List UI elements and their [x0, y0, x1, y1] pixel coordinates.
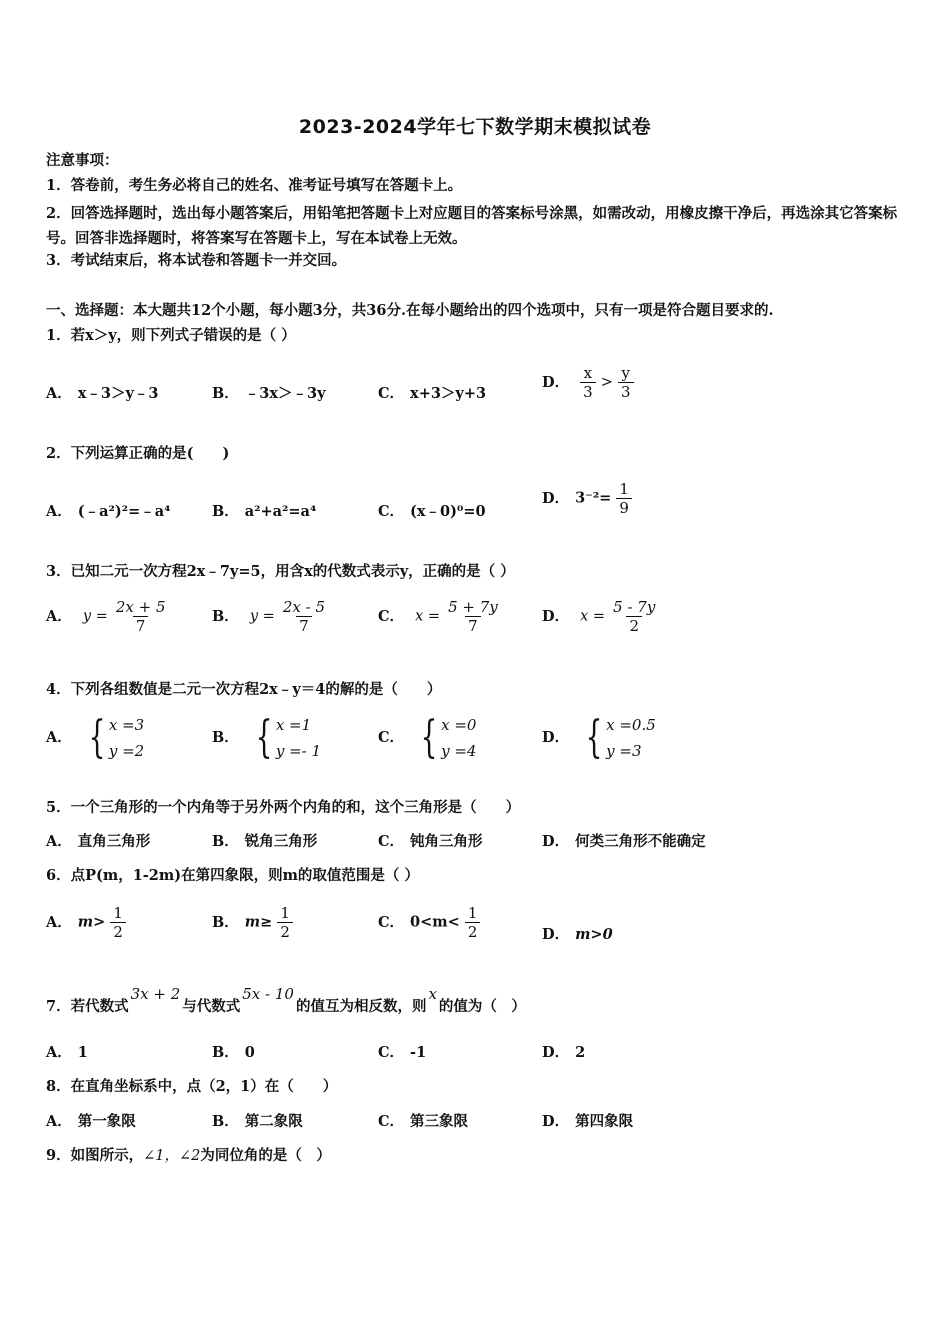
fraction: $\frac{2x + 5}{7}$ [115, 598, 166, 635]
q6-option-c[interactable]: C． 0<m< $\frac{1}{2}$ [378, 904, 480, 941]
notice-item-2: 2．回答选择题时，选出每小题答案后，用铅笔把答题卡上对应题目的答案标号涂黑，如需改动，用橡皮擦干净后，再选涂其它答案标号。回答非选择题时，将答案写在答题卡上，写在本试卷上无效。 [46, 205, 898, 247]
q2-option-a[interactable]: A． (﹣a²)²=﹣a⁴ [46, 503, 171, 520]
question-8-stem: 8．在直角坐标系中，点（2，1）在（ ） [46, 1078, 338, 1095]
fraction: $\frac{1}{9}$ [616, 480, 632, 517]
question-2-stem: 2．下列运算正确的是( ) [46, 445, 230, 462]
question-6-stem: 6．点P(m，1-2m)在第四象限，则m的取值范围是（ ） [46, 867, 419, 884]
equation-system: { x =3 y =2 [88, 712, 145, 763]
q1-option-a[interactable]: A． x﹣3＞y﹣3 [46, 385, 159, 402]
q7-option-b[interactable]: B． 0 [212, 1044, 255, 1061]
q8-option-d[interactable]: D． 第四象限 [542, 1113, 634, 1130]
fraction: $\frac{2x - 5}{7}$ [282, 598, 325, 635]
fraction: $\frac{1}{2}$ [110, 904, 126, 941]
question-4-stem: 4．下列各组数值是二元一次方程2x﹣y＝4的解的是（ ） [46, 681, 442, 698]
q5-option-c[interactable]: C． 钝角三角形 [378, 833, 483, 850]
q3-option-d[interactable]: D． x = $\frac{5 - 7y}{2}$ [542, 598, 658, 635]
expression-2: 5x - 10 [242, 985, 294, 1003]
question-3-stem: 3．已知二元一次方程2x﹣7y=5，用含x的代数式表示y，正确的是（ ） [46, 563, 515, 580]
q7-option-d[interactable]: D． 2 [542, 1044, 586, 1061]
section-heading: 一、选择题：本大题共12个小题，每小题3分，共36分.在每小题给出的四个选项中，只有一项是符合题目要求的. [46, 302, 774, 319]
q4-option-d[interactable]: D． { x =0.5 y =3 [542, 712, 656, 763]
q6-option-b[interactable]: B． m≥ $\frac{1}{2}$ [212, 904, 293, 941]
fraction: $\frac{1}{2}$ [465, 904, 481, 941]
page-title: 2023-2024学年七下数学期末模拟试卷 [298, 116, 652, 138]
q3-option-b[interactable]: B． y = $\frac{2x - 5}{7}$ [212, 598, 328, 635]
q8-option-a[interactable]: A． 第一象限 [46, 1113, 136, 1130]
q2-option-b[interactable]: B． a²+a²=a⁴ [212, 503, 317, 520]
q6-option-a[interactable]: A． m> $\frac{1}{2}$ [46, 904, 126, 941]
q1-option-b[interactable]: B． ﹣3x＞﹣3y [212, 385, 326, 402]
expression-1: 3x + 2 [130, 985, 181, 1003]
q8-option-c[interactable]: C． 第三象限 [378, 1113, 469, 1130]
angle-labels: ∠1，∠2 [143, 1148, 201, 1164]
q8-option-b[interactable]: B． 第二象限 [212, 1113, 303, 1130]
q4-option-a[interactable]: A． { x =3 y =2 [46, 712, 145, 763]
question-9-stem: 9．如图所示，∠1，∠2为同位角的是（ ） [46, 1147, 331, 1164]
q7-option-a[interactable]: A． 1 [46, 1044, 88, 1061]
question-5-stem: 5．一个三角形的一个内角等于另外两个内角的和，这个三角形是（ ） [46, 799, 521, 816]
equation-system: { x =0.5 y =3 [585, 712, 656, 763]
notice-heading: 注意事项： [46, 152, 119, 169]
q7-option-c[interactable]: C． -1 [378, 1044, 427, 1061]
q5-option-d[interactable]: D． 何类三角形不能确定 [542, 833, 706, 850]
q1-option-d[interactable]: D． $\frac{x}{3}$ > $\frac{y}{3}$ [542, 364, 634, 401]
q3-option-c[interactable]: C． x = $\frac{5 + 7y}{7}$ [378, 598, 501, 635]
q2-option-d[interactable]: D． 3⁻²= $\frac{1}{9}$ [542, 480, 632, 517]
question-7-stem: 7．若代数式3x + 2与代数式5x - 10的值互为相反数，则x的值为（ ） [46, 985, 526, 1015]
equation-system: { x =0 y =4 [420, 712, 477, 763]
fraction: $\frac{5 - 7y}{2}$ [613, 598, 656, 635]
variable-x: x [428, 985, 437, 1003]
q4-option-c[interactable]: C． { x =0 y =4 [378, 712, 477, 763]
q3-option-a[interactable]: A． y = $\frac{2x + 5}{7}$ [46, 598, 169, 635]
fraction: $\frac{x}{3}$ [580, 364, 596, 401]
equation-system: { x =1 y =- 1 [255, 712, 322, 763]
question-1-stem: 1．若x＞y，则下列式子错误的是（ ） [46, 327, 296, 344]
fraction: $\frac{y}{3}$ [618, 364, 634, 401]
q4-option-b[interactable]: B． { x =1 y =- 1 [212, 712, 322, 763]
fraction: $\frac{1}{2}$ [277, 904, 293, 941]
q6-option-d[interactable]: D． m>0 [542, 926, 613, 943]
q5-option-a[interactable]: A． 直角三角形 [46, 833, 151, 850]
q2-option-c[interactable]: C． (x﹣0)⁰=0 [378, 503, 486, 520]
notice-item-3: 3．考试结束后，将本试卷和答题卡一并交回。 [46, 252, 347, 269]
q5-option-b[interactable]: B． 锐角三角形 [212, 833, 318, 850]
q1-option-c[interactable]: C． x+3＞y+3 [378, 385, 487, 402]
fraction: $\frac{5 + 7y}{7}$ [448, 598, 498, 635]
notice-item-1: 1．答卷前，考生务必将自己的姓名、准考证号填写在答题卡上。 [46, 177, 463, 194]
